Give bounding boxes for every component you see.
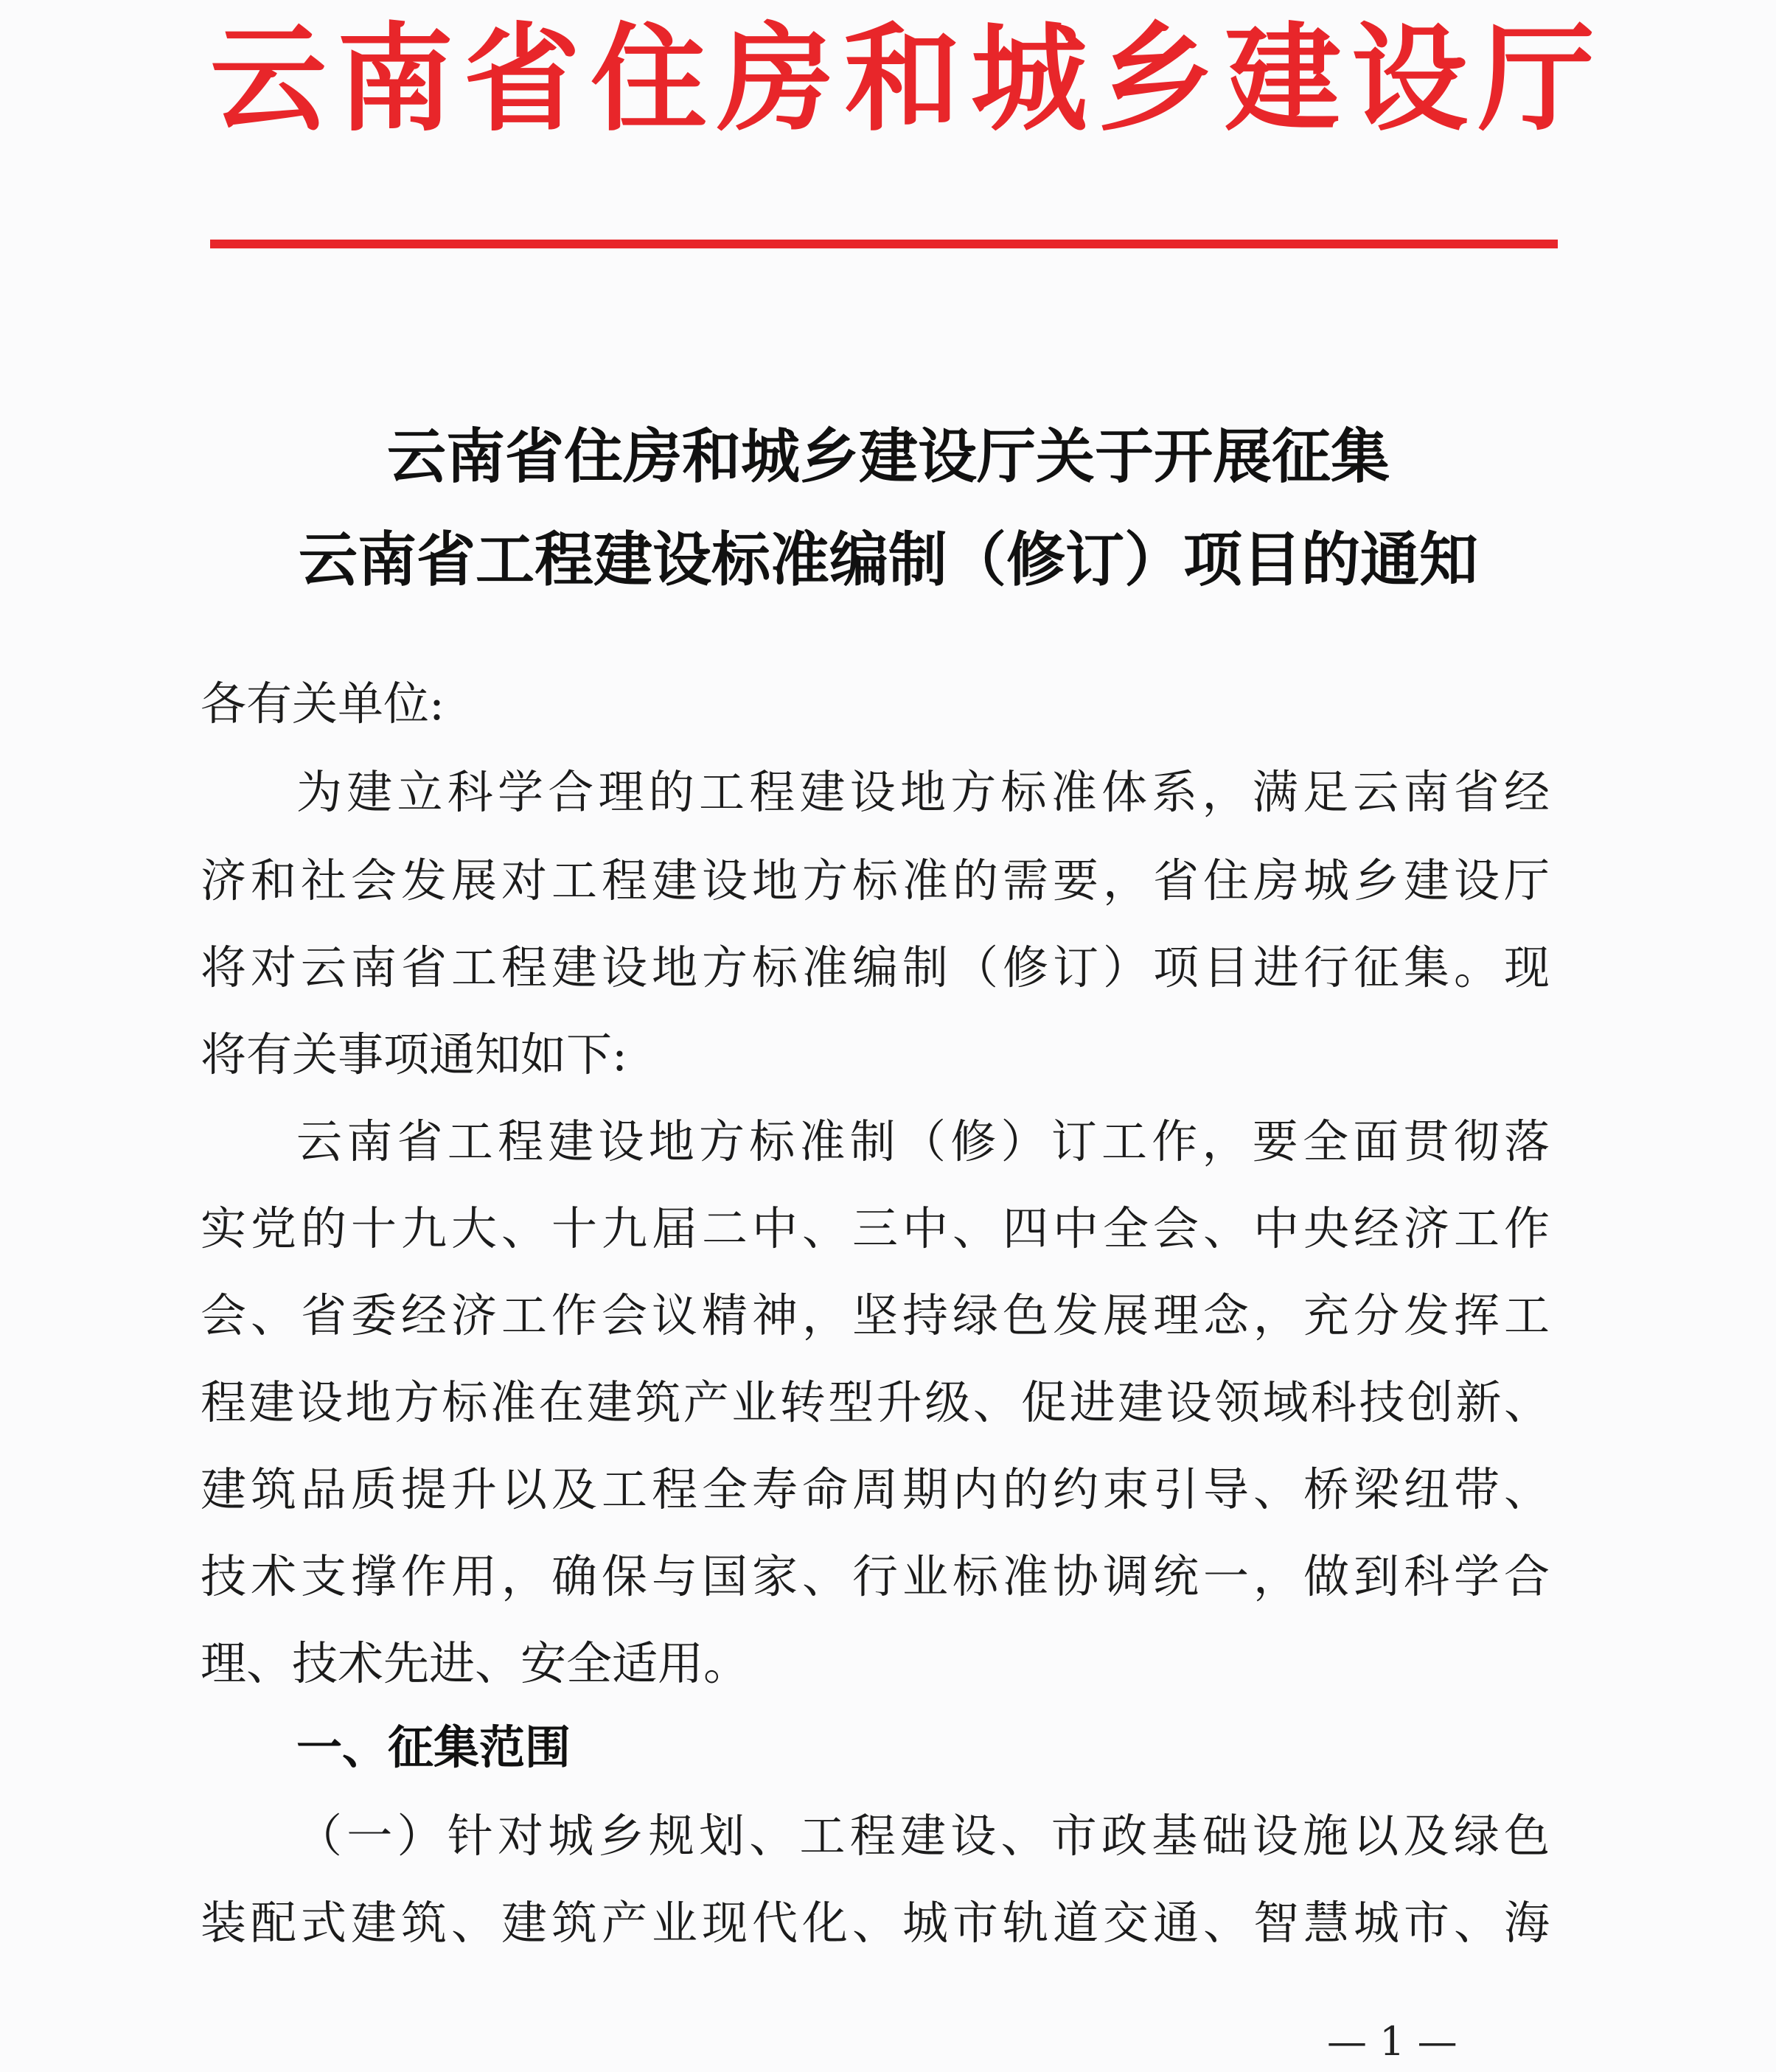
page-number: — 1 — (1327, 2018, 1458, 2065)
paragraph-line: 实党的十九大、十九届二中、三中、四中全会、中央经济工作 (201, 1201, 1550, 1255)
section-heading: 一、征集范围 (296, 1720, 571, 1774)
paragraph-line: 程建设地方标准在建筑产业转型升级、促进建设领域科技创新、 (201, 1375, 1550, 1429)
paragraph-line: 济和社会发展对工程建设地方标准的需要，省住房城乡建设厅 (201, 854, 1550, 907)
paragraph-line: （一）针对城乡规划、工程建设、市政基础设施以及绿色 (296, 1809, 1550, 1863)
document-title-line-1: 云南省住房和城乡建设厅关于开展征集 (387, 422, 1390, 491)
letterhead-agency-name: 云南省住房和城乡建设厅 (210, 11, 1605, 147)
paragraph-line: 技术支撑作用，确保与国家、行业标准协调统一，做到科学合 (201, 1549, 1550, 1603)
paragraph-line: 会、省委经济工作会议精神，坚持绿色发展理念，充分发挥工 (201, 1288, 1550, 1342)
letterhead-red-rule (210, 240, 1558, 248)
paragraph-line: 为建立科学合理的工程建设地方标准体系，满足云南省经 (296, 765, 1550, 819)
paragraph-line: 云南省工程建设地方标准制（修）订工作，要全面贯彻落 (296, 1115, 1550, 1168)
document-title-line-2: 云南省工程建设标准编制（修订）项目的通知 (299, 526, 1478, 594)
paragraph-line: 将有关事项通知如下: (201, 1028, 627, 1081)
paragraph-line: 装配式建筑、建筑产业现代化、城市轨道交通、智慧城市、海 (201, 1896, 1550, 1950)
paragraph-line: 理、技术先进、安全适用。 (201, 1636, 750, 1690)
paragraph-line: 建筑品质提升以及工程全寿命周期内的约束引导、桥梁纽带、 (201, 1462, 1550, 1516)
paragraph-line: 将对云南省工程建设地方标准编制（修订）项目进行征集。现 (201, 941, 1550, 994)
salutation: 各有关单位: (201, 677, 445, 730)
